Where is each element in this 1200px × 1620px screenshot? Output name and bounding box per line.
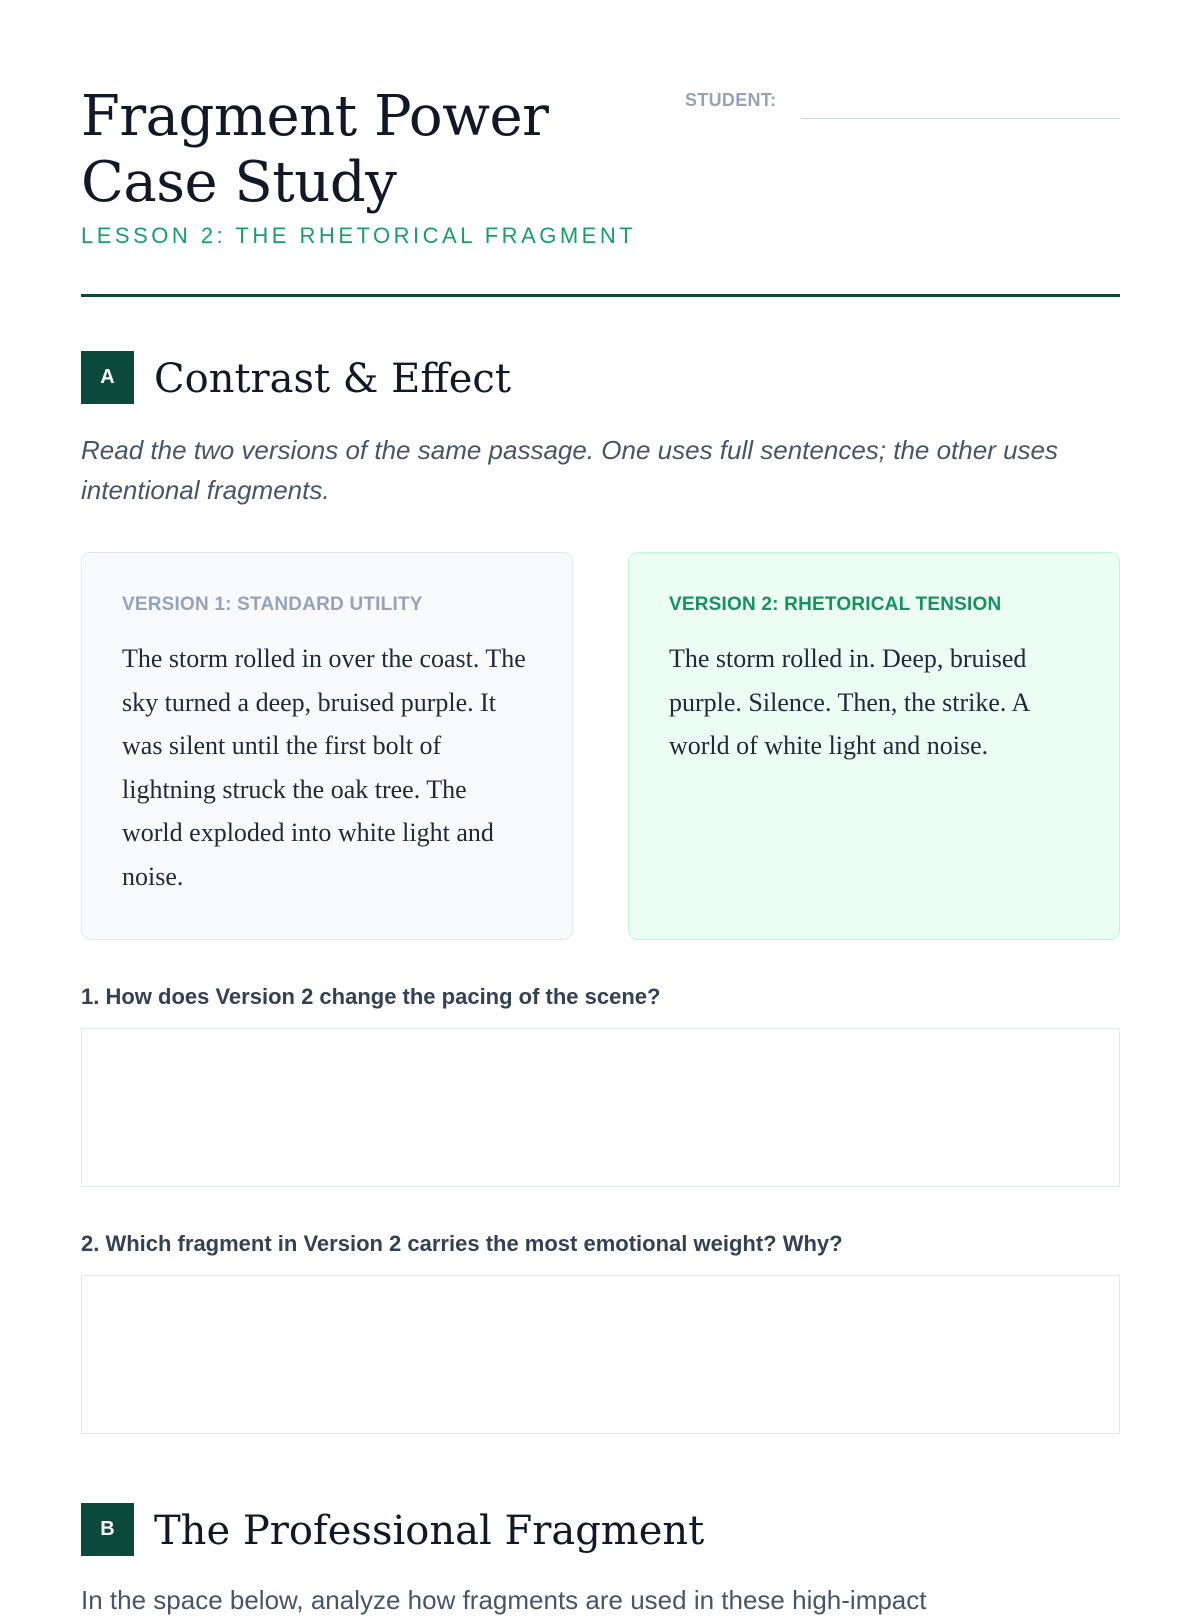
- version-1-text: The storm rolled in over the coast. The sky turned a deep, bruised purple. It was silent until the first bolt of lightning struck the oak tree. The world exploded into white light and noise.: [122, 644, 526, 891]
- student-label: STUDENT:: [685, 90, 777, 110]
- page-title: Fragment Power Case Study: [81, 84, 549, 215]
- version-1-label: VERSION 1: STANDARD UTILITY: [122, 594, 423, 615]
- section-a-instructions: Read the two versions of the same passage. One uses full sentences; the other uses intentional fragments.: [81, 435, 1059, 505]
- question-2: 2. Which fragment in Version 2 carries the most emotional weight? Why?: [81, 1231, 843, 1256]
- section-a-title: Contrast & Effect: [154, 356, 511, 402]
- version-2-text: The storm rolled in. Deep, bruised purple. Silence. Then, the strike. A world of white light and noise.: [669, 644, 1029, 760]
- section-b-title: The Professional Fragment: [154, 1508, 705, 1554]
- version-2-label: VERSION 2: RHETORICAL TENSION: [669, 594, 1002, 615]
- version-2-card: [628, 552, 1120, 940]
- section-b-badge: B: [81, 1503, 134, 1556]
- version-1-card: [81, 552, 573, 940]
- section-a-badge: A: [81, 351, 134, 404]
- student-name-line[interactable]: [801, 118, 1120, 119]
- worksheet-page: [81, 0, 1120, 1615]
- student-name-field[interactable]: [685, 88, 1120, 122]
- answer-box-2[interactable]: [81, 1275, 1120, 1434]
- answer-box-1[interactable]: [81, 1028, 1120, 1187]
- header-divider: [81, 294, 1120, 297]
- lesson-subtitle: LESSON 2: THE RHETORICAL FRAGMENT: [81, 223, 637, 248]
- section-a-heading: [81, 351, 1120, 405]
- section-b-instructions: In the space below, analyze how fragments are used in these high-impact: [81, 1585, 927, 1615]
- question-1: 1. How does Version 2 change the pacing of the scene?: [81, 984, 661, 1009]
- section-b-heading: [81, 1503, 1120, 1557]
- worksheet-header: [81, 0, 1120, 300]
